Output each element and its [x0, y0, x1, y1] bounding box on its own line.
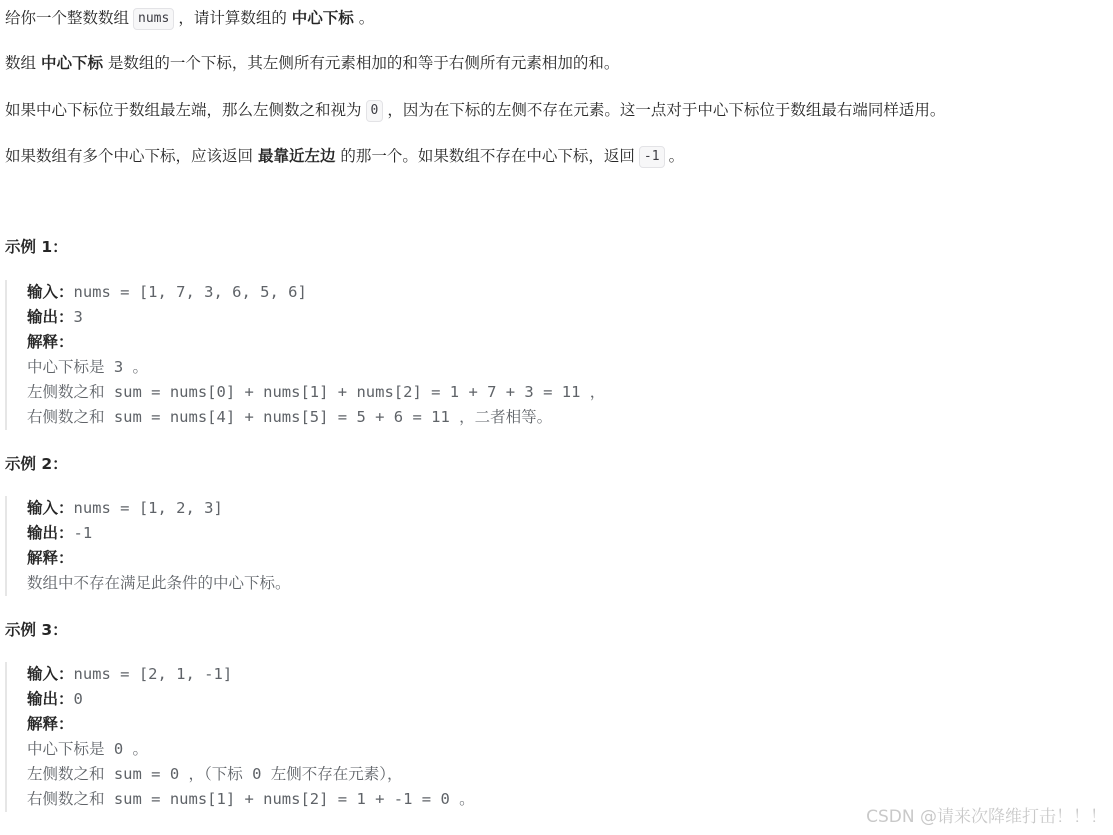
intro-paragraph-2	[5, 52, 619, 74]
inline-code-minus-one: -1	[639, 146, 665, 168]
text-segment: 数组	[5, 54, 37, 72]
explain-label: 解释：	[27, 715, 74, 733]
explanation-text: 左侧数之和 sum = 0 ，（下标 0 左侧不存在元素），	[27, 765, 403, 783]
explanation-text: 右侧数之和 sum = nums[1] + nums[2] = 1 + -1 = 0 。	[27, 790, 475, 808]
bold-term: 中心下标	[40, 54, 103, 72]
output-label: 输出：	[27, 308, 74, 326]
intro-paragraph-4	[5, 145, 684, 168]
text-segment: ，因为在下标的左侧不存在元素。这一点对于中心下标位于数组最右端同样适用。	[387, 101, 946, 119]
input-label: 输入：	[27, 499, 74, 517]
example-2-output-line	[27, 521, 291, 546]
example-2-block	[5, 496, 291, 596]
example-2-input: nums = [1, 2, 3]	[73, 499, 223, 517]
explanation-text: 中心下标是 3 。	[27, 358, 148, 376]
explanation-text: 数组中不存在满足此条件的中心下标。	[27, 574, 291, 592]
text-segment: 。	[358, 9, 375, 27]
bold-term: 中心下标	[291, 9, 354, 27]
explain-label: 解释：	[27, 549, 74, 567]
example-1-title: 示例 1：	[5, 238, 68, 256]
example-2-output: -1	[73, 524, 93, 542]
example-3-output-line	[27, 687, 475, 712]
example-1-explain-line-2	[27, 380, 605, 405]
example-3-explain-line-1	[27, 737, 475, 762]
example-3-explain-line-3	[27, 787, 475, 812]
input-label: 输入：	[27, 665, 74, 683]
output-label: 输出：	[27, 524, 74, 542]
intro-paragraph-1	[5, 7, 374, 30]
explanation-text: 左侧数之和 sum = nums[0] + nums[1] + nums[2] = 1 + 7 + 3 = 11 ，	[27, 383, 606, 401]
input-label: 输入：	[27, 283, 74, 301]
example-3-input-line	[27, 662, 475, 687]
csdn-watermark: CSDN @请来次降维打击！！！	[866, 807, 1107, 827]
example-1-block	[5, 280, 605, 430]
example-1-explain-line-3	[27, 405, 605, 430]
example-1-output: 3	[73, 308, 83, 326]
example-1-output-line	[27, 305, 605, 330]
example-1-explain-label-line	[27, 330, 605, 355]
bold-term: 最靠近左边	[257, 147, 336, 165]
text-segment: 如果中心下标位于数组最左端，那么左侧数之和视为	[5, 101, 362, 119]
explain-label: 解释：	[27, 333, 74, 351]
explanation-text: 中心下标是 0 。	[27, 740, 148, 758]
example-1-input-line	[27, 280, 605, 305]
example-2-explain-label-line	[27, 546, 291, 571]
example-3-explain-line-2	[27, 762, 475, 787]
text-segment: ，请计算数组的	[178, 9, 287, 27]
example-2-explain-line-1	[27, 571, 291, 596]
example-3-block	[5, 662, 475, 812]
text-segment: 如果数组有多个中心下标，应该返回	[5, 147, 254, 165]
text-segment: 给你一个整数数组	[5, 9, 130, 27]
example-3-output: 0	[73, 690, 83, 708]
example-1-explain-line-1	[27, 355, 605, 380]
output-label: 输出：	[27, 690, 74, 708]
explanation-text: 右侧数之和 sum = nums[4] + nums[5] = 5 + 6 = 11 ，二者相等。	[27, 408, 553, 426]
example-3-title: 示例 3：	[5, 621, 68, 639]
example-1-input: nums = [1, 7, 3, 6, 5, 6]	[73, 283, 307, 301]
intro-paragraph-3	[5, 99, 945, 122]
text-segment: 的那一个。如果数组不存在中心下标，返回	[340, 147, 635, 165]
example-3-input: nums = [2, 1, -1]	[73, 665, 233, 683]
text-segment: 是数组的一个下标，其左侧所有元素相加的和等于右侧所有元素相加的和。	[107, 54, 620, 72]
example-3-explain-label-line	[27, 712, 475, 737]
text-segment: 。	[668, 147, 685, 165]
example-2-title: 示例 2：	[5, 455, 68, 473]
inline-code-zero: 0	[366, 100, 384, 122]
inline-code-nums: nums	[133, 8, 174, 30]
example-2-input-line	[27, 496, 291, 521]
